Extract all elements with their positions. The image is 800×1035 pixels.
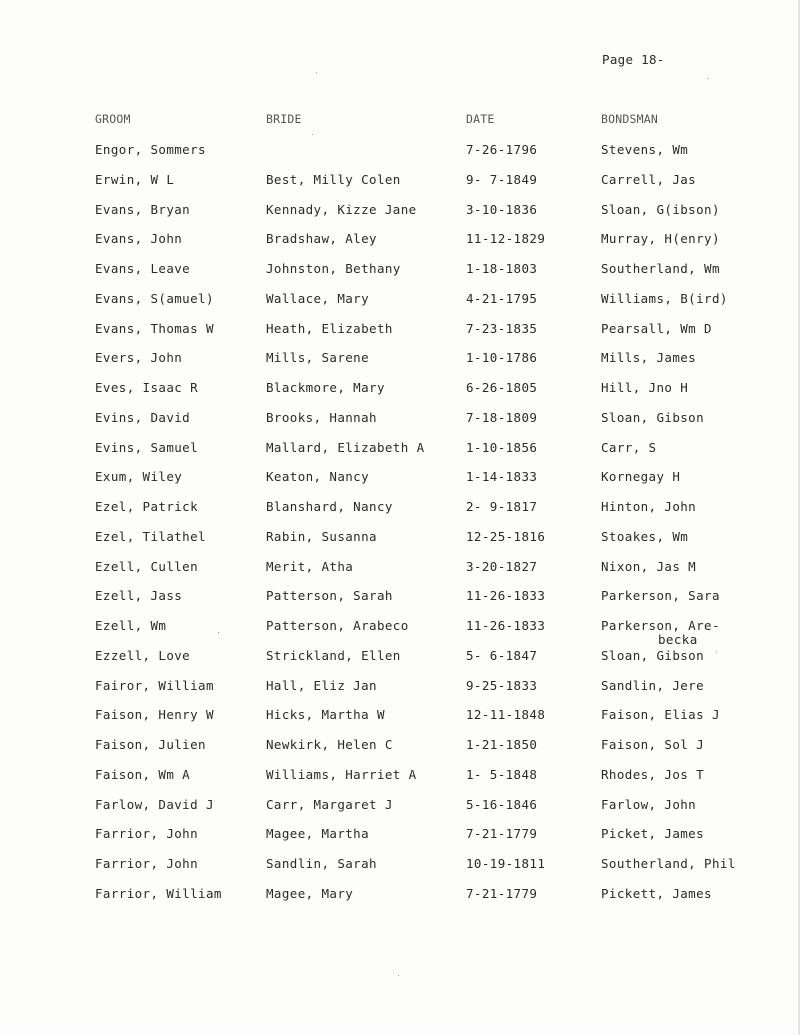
bride-name: Williams, Harriet A: [266, 766, 417, 782]
table-row: [0, 856, 800, 876]
bondsman-name: Sloan, G(ibson): [601, 201, 720, 217]
bride-name: Carr, Margaret J: [266, 796, 393, 812]
bondsman-name: Sloan, Gibson: [601, 409, 705, 425]
bride-name: Rabin, Susanna: [266, 528, 377, 544]
bride-name: Sandlin, Sarah: [266, 856, 377, 871]
bride-name: Strickland, Ellen: [266, 647, 401, 663]
groom-name: Faison, Henry W: [95, 707, 214, 723]
marriage-date: 11-12-1829: [466, 231, 546, 247]
scan-speck: [218, 632, 219, 633]
bondsman-name: Kornegay H: [601, 469, 681, 485]
groom-name: Evans, John: [95, 231, 183, 247]
bride-name: Mills, Sarene: [266, 350, 370, 366]
table-row: [0, 678, 800, 698]
table-row: [0, 559, 800, 579]
bondsman-name: Stoakes, Wm: [601, 528, 689, 544]
bride-name: Heath, Elizabeth: [266, 320, 393, 336]
groom-name: Ezzell, Love: [95, 647, 191, 663]
bride-name: Keaton, Nancy: [266, 469, 370, 485]
scan-speck: [398, 975, 399, 976]
groom-name: Ezell, Jass: [95, 588, 183, 604]
bride-name: Blanshard, Nancy: [266, 499, 393, 514]
groom-name: Exum, Wiley: [95, 469, 183, 485]
bondsman-name: Nixon, Jas M: [601, 558, 697, 574]
marriage-date: 5- 6-1847: [466, 647, 538, 663]
table-row: [0, 410, 800, 430]
page-number: Page 18-: [602, 52, 665, 67]
groom-name: Evins, Samuel: [95, 439, 199, 455]
groom-name: Evans, Leave: [95, 261, 191, 276]
bondsman-name: Stevens, Wm: [601, 142, 689, 157]
bondsman-name: Faison, Sol J: [601, 737, 705, 752]
bride-name: Magee, Mary: [266, 885, 354, 901]
scan-speck: [312, 134, 313, 135]
table-row: [0, 707, 800, 727]
marriage-date: 1-10-1856: [466, 439, 538, 455]
bondsman-name: Carrell, Jas: [601, 171, 697, 187]
header-groom: GROOM: [95, 112, 131, 126]
marriage-date: 7-23-1835: [466, 320, 538, 336]
marriage-date: 11-26-1833: [466, 618, 546, 633]
marriage-date: 7-21-1779: [466, 885, 538, 901]
table-row: [0, 380, 800, 400]
groom-name: Evans, S(amuel): [95, 290, 214, 306]
marriage-date: 7-18-1809: [466, 409, 538, 425]
bondsman-name: Parkerson, Are-: [601, 618, 720, 633]
marriage-date: 9-25-1833: [466, 677, 538, 693]
table-row: [0, 469, 800, 489]
groom-name: Erwin, W L: [95, 171, 175, 187]
bride-name: Kennady, Kizze Jane: [266, 201, 417, 217]
groom-name: Farlow, David J: [95, 796, 214, 812]
bride-name: Magee, Martha: [266, 826, 370, 842]
table-row: [0, 499, 800, 519]
groom-name: Evans, Thomas W: [95, 320, 214, 336]
table-row: [0, 767, 800, 787]
table-row: [0, 440, 800, 460]
groom-name: Fairor, William: [95, 677, 214, 693]
bondsman-name: Rhodes, Jos T: [601, 766, 705, 782]
bondsman-name: Pearsall, Wm D: [601, 320, 712, 336]
column-headers: [0, 112, 800, 132]
table-row: [0, 142, 800, 162]
marriage-date: 1- 5-1848: [466, 766, 538, 782]
groom-name: Evins, David: [95, 409, 191, 425]
scan-speck: [708, 78, 709, 79]
marriage-date: 1-10-1786: [466, 350, 538, 366]
table-row: [0, 231, 800, 251]
groom-name: Ezell, Cullen: [95, 558, 199, 574]
groom-name: Evans, Bryan: [95, 201, 191, 217]
bondsman-name: Hinton, John: [601, 499, 697, 514]
bride-name: Wallace, Mary: [266, 290, 370, 306]
bondsman-name: Parkerson, Sara: [601, 588, 720, 604]
bondsman-name: Farlow, John: [601, 796, 697, 812]
table-row: [0, 291, 800, 311]
marriage-date: 7-26-1796: [466, 142, 538, 157]
groom-name: Farrior, John: [95, 826, 199, 842]
bondsman-name: Mills, James: [601, 350, 697, 366]
bondsman-name: Pickett, James: [601, 885, 712, 901]
marriage-date: 1-18-1803: [466, 261, 538, 276]
header-date: DATE: [466, 112, 495, 126]
marriage-date: 1-21-1850: [466, 737, 538, 752]
header-bondsman: BONDSMAN: [601, 112, 658, 126]
table-row: [0, 618, 800, 647]
bride-name: Johnston, Bethany: [266, 261, 401, 276]
bondsman-name-continuation: becka: [658, 632, 698, 647]
bondsman-name: Hill, Jno H: [601, 380, 689, 395]
bondsman-name: Sandlin, Jere: [601, 677, 705, 693]
bride-name: Bradshaw, Aley: [266, 231, 377, 247]
groom-name: Faison, Julien: [95, 737, 206, 752]
table-row: [0, 261, 800, 281]
bride-name: Brooks, Hannah: [266, 409, 377, 425]
marriage-date: 12-25-1816: [466, 528, 546, 544]
marriage-date: 2- 9-1817: [466, 499, 538, 514]
bride-name: Patterson, Arabeco: [266, 618, 409, 633]
bride-name: Blackmore, Mary: [266, 380, 385, 395]
bondsman-name: Picket, James: [601, 826, 705, 842]
groom-name: Evers, John: [95, 350, 183, 366]
table-row: [0, 826, 800, 846]
bondsman-name: Carr, S: [601, 439, 657, 455]
table-row: [0, 588, 800, 608]
table-row: [0, 172, 800, 192]
bride-name: Mallard, Elizabeth A: [266, 439, 425, 455]
header-bride: BRIDE: [266, 112, 302, 126]
bondsman-name: Southerland, Phil: [601, 856, 736, 871]
table-row: [0, 886, 800, 906]
bride-name: Hicks, Martha W: [266, 707, 385, 723]
table-row: [0, 529, 800, 549]
table-row: [0, 737, 800, 757]
groom-name: Ezel, Tilathel: [95, 528, 206, 544]
marriage-date: 6-26-1805: [466, 380, 538, 395]
table-row: [0, 350, 800, 370]
marriage-date: 1-14-1833: [466, 469, 538, 485]
marriage-date: 11-26-1833: [466, 588, 546, 604]
bride-name: Patterson, Sarah: [266, 588, 393, 604]
marriage-date: 3-20-1827: [466, 558, 538, 574]
marriage-date: 5-16-1846: [466, 796, 538, 812]
bondsman-name: Southerland, Wm: [601, 261, 720, 276]
scan-speck: [716, 652, 717, 653]
table-row: [0, 202, 800, 222]
bondsman-name: Faison, Elias J: [601, 707, 720, 723]
marriage-date: 9- 7-1849: [466, 171, 538, 187]
marriage-date: 12-11-1848: [466, 707, 546, 723]
scan-speck: [316, 72, 317, 73]
bondsman-name: Williams, B(ird): [601, 290, 728, 306]
table-row: [0, 648, 800, 668]
bride-name: Merit, Atha: [266, 558, 354, 574]
bride-name: Best, Milly Colen: [266, 171, 401, 187]
marriage-date: 3-10-1836: [466, 201, 538, 217]
bride-name: Hall, Eliz Jan: [266, 677, 377, 693]
groom-name: Ezel, Patrick: [95, 499, 199, 514]
table-row: [0, 797, 800, 817]
marriage-date: 10-19-1811: [466, 856, 546, 871]
groom-name: Farrior, John: [95, 856, 199, 871]
bondsman-name: Sloan, Gibson: [601, 647, 705, 663]
table-row: [0, 321, 800, 341]
groom-name: Farrior, William: [95, 885, 222, 901]
groom-name: Engor, Sommers: [95, 142, 206, 157]
bondsman-name: Murray, H(enry): [601, 231, 720, 247]
groom-name: Ezell, Wm: [95, 618, 167, 633]
groom-name: Eves, Isaac R: [95, 380, 199, 395]
groom-name: Faison, Wm A: [95, 766, 191, 782]
marriage-date: 4-21-1795: [466, 290, 538, 306]
bride-name: Newkirk, Helen C: [266, 737, 393, 752]
marriage-date: 7-21-1779: [466, 826, 538, 842]
